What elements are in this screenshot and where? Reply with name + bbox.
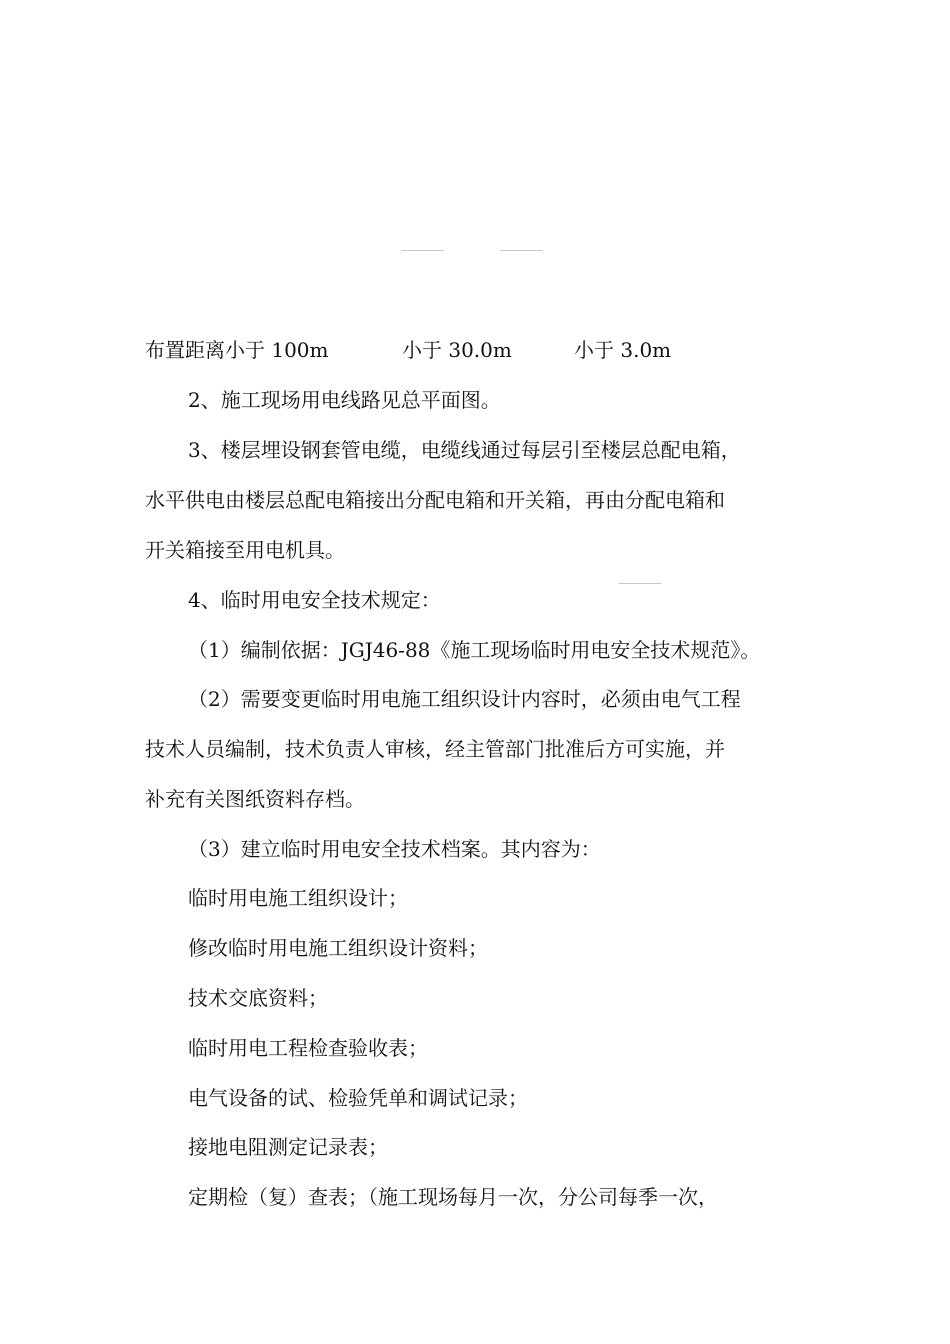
- distance-col-2: 小于 30.0m: [402, 338, 512, 362]
- paragraph-2: 2、施工现场用电线路见总平面图。: [188, 388, 501, 412]
- decorative-rule-right: [500, 250, 543, 251]
- archive-item: 定期检（复）查表；（施工现场每月一次，分公司每季一次，: [188, 1185, 718, 1209]
- paragraph-3-line-3: 开关箱接至用电机具。: [145, 538, 345, 562]
- archive-item: 接地电阻测定记录表；: [188, 1135, 388, 1159]
- paragraph-4: 4、临时用电安全技术规定：: [188, 588, 441, 612]
- archive-item: 技术交底资料；: [188, 986, 328, 1010]
- archive-item: 电气设备的试、检验凭单和调试记录；: [188, 1086, 528, 1110]
- section-2-line-3: 补充有关图纸资料存档。: [145, 787, 365, 811]
- decorative-rule-left: [401, 250, 444, 251]
- paragraph-3-line-1: 3、楼层埋设钢套管电缆，电缆线通过每层引至楼层总配电箱，: [188, 438, 741, 462]
- decorative-rule-middle: [619, 583, 661, 584]
- archive-item: 临时用电工程检查验收表；: [188, 1036, 428, 1060]
- archive-item: 修改临时用电施工组织设计资料；: [188, 936, 488, 960]
- section-3: （3）建立临时用电安全技术档案。其内容为：: [188, 837, 601, 861]
- archive-item: 临时用电施工组织设计；: [188, 886, 408, 910]
- distance-row: [145, 337, 845, 363]
- section-2-line-2: 技术人员编制，技术负责人审核，经主管部门批准后方可实施，并: [145, 737, 725, 761]
- distance-label: 布置距离小于 100m: [145, 338, 329, 362]
- section-2-line-1: （2）需要变更临时用电施工组织设计内容时，必须由电气工程: [188, 687, 741, 711]
- paragraph-3-line-2: 水平供电由楼层总配电箱接出分配电箱和开关箱，再由分配电箱和: [145, 488, 725, 512]
- distance-col-3: 小于 3.0m: [574, 338, 672, 362]
- section-1: （1）编制依据：JGJ46-88《施工现场临时用电安全技术规范》。: [188, 638, 761, 662]
